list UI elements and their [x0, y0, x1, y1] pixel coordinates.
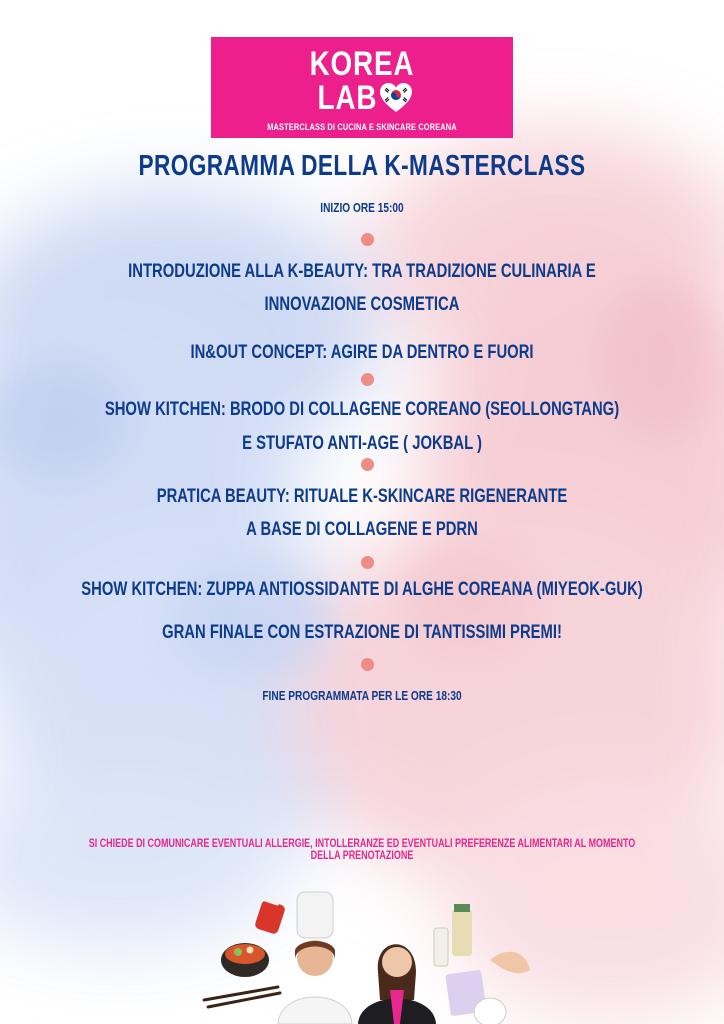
start-time: INIZIO ORE 15:00: [320, 200, 404, 215]
program-item-intro-line2: INNOVAZIONE COSMETICA: [264, 294, 460, 315]
end-time: FINE PROGRAMMATA PER LE ORE 18:30: [262, 688, 462, 703]
program-item-pratica-beauty-line2: A BASE DI COLLAGENE E PDRN: [246, 519, 478, 540]
korean-flag-heart-icon: [379, 82, 413, 114]
kimchi-bowl-icon: [221, 943, 269, 977]
hosts-illustration: [190, 880, 540, 1024]
program-item-pratica-beauty-line1: PRATICA BEAUTY: RITUALE K-SKINCARE RIGENERANTE: [156, 486, 568, 507]
logo-lab-row: [211, 79, 513, 117]
logo-line-korea: KOREA: [309, 45, 415, 83]
program-item-show-kitchen-1-line1: SHOW KITCHEN: BRODO DI COLLAGENE COREANO (SEOLLONGTANG): [104, 399, 620, 420]
program-item-inout-concept: IN&OUT CONCEPT: AGIRE DA DENTRO E FUORI: [190, 342, 534, 363]
sheet-mask-icon: [445, 970, 506, 1024]
hand-illustration: [490, 952, 530, 973]
skincare-bottle-icon: [434, 904, 472, 966]
program-item-intro-line1: INTRODUZIONE ALLA K-BEAUTY: TRA TRADIZIONE CULINARIA E: [128, 261, 596, 282]
logo-line-lab: LAB: [317, 78, 377, 117]
program-title: PROGRAMMA DELLA K-MASTERCLASS: [138, 150, 586, 182]
beauty-host: [358, 944, 436, 1024]
korea-lab-logo: [211, 37, 513, 138]
logo-subtitle: MASTERCLASS DI CUCINA E SKINCARE COREANA: [267, 122, 457, 132]
program-item-gran-finale: GRAN FINALE CON ESTRAZIONE DI TANTISSIMI PREMI!: [162, 622, 562, 643]
chopsticks-icon: [204, 987, 280, 1007]
separator-dot: [361, 233, 374, 246]
program-item-show-kitchen-1-line2: E STUFATO ANTI-AGE ( JOKBAL ): [242, 433, 482, 454]
separator-dot: [361, 458, 374, 471]
separator-dot: [361, 556, 374, 569]
jar-icon: [254, 894, 286, 935]
separator-dot: [361, 658, 374, 671]
chef-host: [278, 892, 352, 1024]
separator-dot: [361, 373, 374, 386]
allergy-note: SI CHIEDE DI COMUNICARE EVENTUALI ALLERGIE, INTOLLERANZE ED EVENTUALI PREFERENZE ALIMENTARI AL MOMENTO DELLA PRENOTAZIONE: [88, 838, 636, 862]
program-item-show-kitchen-2: SHOW KITCHEN: ZUPPA ANTIOSSIDANTE DI ALGHE COREANA (MIYEOK-GUK): [81, 579, 643, 600]
